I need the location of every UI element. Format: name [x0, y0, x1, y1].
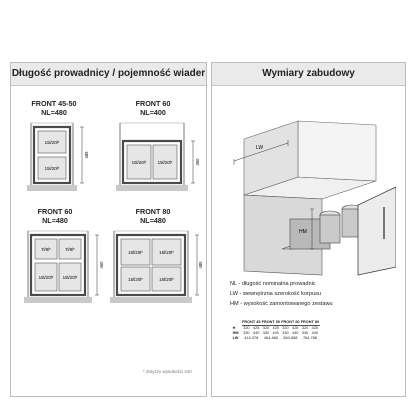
table-cell: 330	[262, 331, 270, 335]
table-group-header: FRONT 45	[242, 320, 261, 324]
height-dimension: 460	[99, 261, 104, 269]
table-cell: 330	[282, 331, 289, 335]
table-group-header: FRONT 50	[261, 320, 280, 324]
table-cell: 564-588	[283, 336, 298, 340]
table-group-header: FRONT 80	[300, 320, 320, 324]
table-cell: 320	[301, 326, 309, 330]
cabinet-diagram-2	[112, 121, 206, 196]
bin-label: 15l/20l*	[159, 277, 174, 282]
legend-lw: LW - wewnętrzna szerokość korpusu	[230, 291, 321, 297]
bin-label: 15l/20l*	[44, 140, 60, 145]
table-cell: 440	[252, 331, 260, 335]
left-panel-title: Długość prowadnicy / pojemność wiader	[11, 63, 206, 86]
cabinet-nl-2: NL=400	[140, 108, 166, 117]
cabinet-front-2: FRONT 60	[135, 99, 171, 108]
table-cell: 330	[243, 331, 250, 335]
height-dimension: 485	[84, 151, 89, 159]
row-label: HM	[232, 331, 239, 335]
row-label: H	[232, 325, 236, 330]
table-cell: 440	[272, 331, 279, 335]
cabinet-3d-diagram	[226, 99, 396, 279]
row-label: LW	[232, 336, 239, 340]
table-row	[232, 336, 320, 341]
cabinet-diagram-4	[106, 229, 206, 309]
table-cell: 425	[292, 326, 299, 330]
cabinet-caption-1	[24, 99, 84, 117]
bin-label: 15l/20l*	[128, 277, 143, 282]
table-cell: 764-788	[302, 336, 317, 340]
cabinet-diagram-1	[23, 121, 93, 196]
bin-label: 15l/20l*	[62, 275, 78, 280]
bin-label: 15l/20l*	[131, 160, 147, 165]
cabinet-caption-3	[25, 207, 85, 225]
cabinet-diagram-3	[20, 229, 110, 309]
bin-label: 15l/20l*	[38, 275, 54, 280]
footnote: * dotyczy wysokości 420	[143, 369, 192, 374]
legend-nl: NL - długość nominalna prowadnic	[230, 281, 316, 287]
table-cell: 440	[292, 331, 299, 335]
right-panel-title: Wymiary zabudowy	[212, 63, 405, 86]
cabinet-caption-4	[123, 207, 183, 225]
table-cell: 320	[282, 326, 289, 330]
right-panel	[211, 62, 406, 397]
hm-label: HM	[299, 229, 307, 235]
table-cell: 440	[311, 331, 318, 335]
legend-hm: HM - wysokość zamontowanego zestawu	[230, 301, 333, 307]
cabinet-front-3: FRONT 60	[37, 207, 73, 216]
lw-label: LW	[256, 145, 264, 151]
cabinet-front-1: FRONT 45-50	[31, 99, 77, 108]
table-cell: 464-488	[263, 336, 278, 340]
left-panel	[10, 62, 207, 397]
table-cell: 425	[272, 326, 279, 330]
table-cell: 320	[243, 326, 250, 330]
height-dimension: 360	[195, 158, 200, 166]
bin-label: 15l/20l*	[159, 250, 174, 255]
cabinet-caption-2	[123, 99, 183, 117]
cabinet-nl-1: NL=480	[41, 108, 67, 117]
table-cell: 414-478	[244, 336, 259, 340]
cabinet-front-4: FRONT 80	[135, 207, 171, 216]
table-cell: 320	[262, 326, 270, 330]
bin-label: 15l/20l*	[128, 250, 143, 255]
cabinet-nl-3: NL=480	[42, 216, 68, 225]
cabinet-nl-4: NL=480	[140, 216, 166, 225]
table-cell: 425	[311, 326, 318, 330]
height-dimension: 485	[198, 261, 203, 269]
table-cell: 425	[252, 326, 260, 330]
bin-label: 15l/20l*	[157, 160, 173, 165]
table-cell: 330	[301, 331, 309, 335]
dimensions-table	[232, 320, 320, 341]
bin-label: 7l/9l*	[41, 247, 51, 252]
table-group-header: FRONT 60	[281, 320, 300, 324]
bin-label: 7l/9l*	[65, 247, 75, 252]
bin-label: 15l/20l*	[44, 166, 60, 171]
